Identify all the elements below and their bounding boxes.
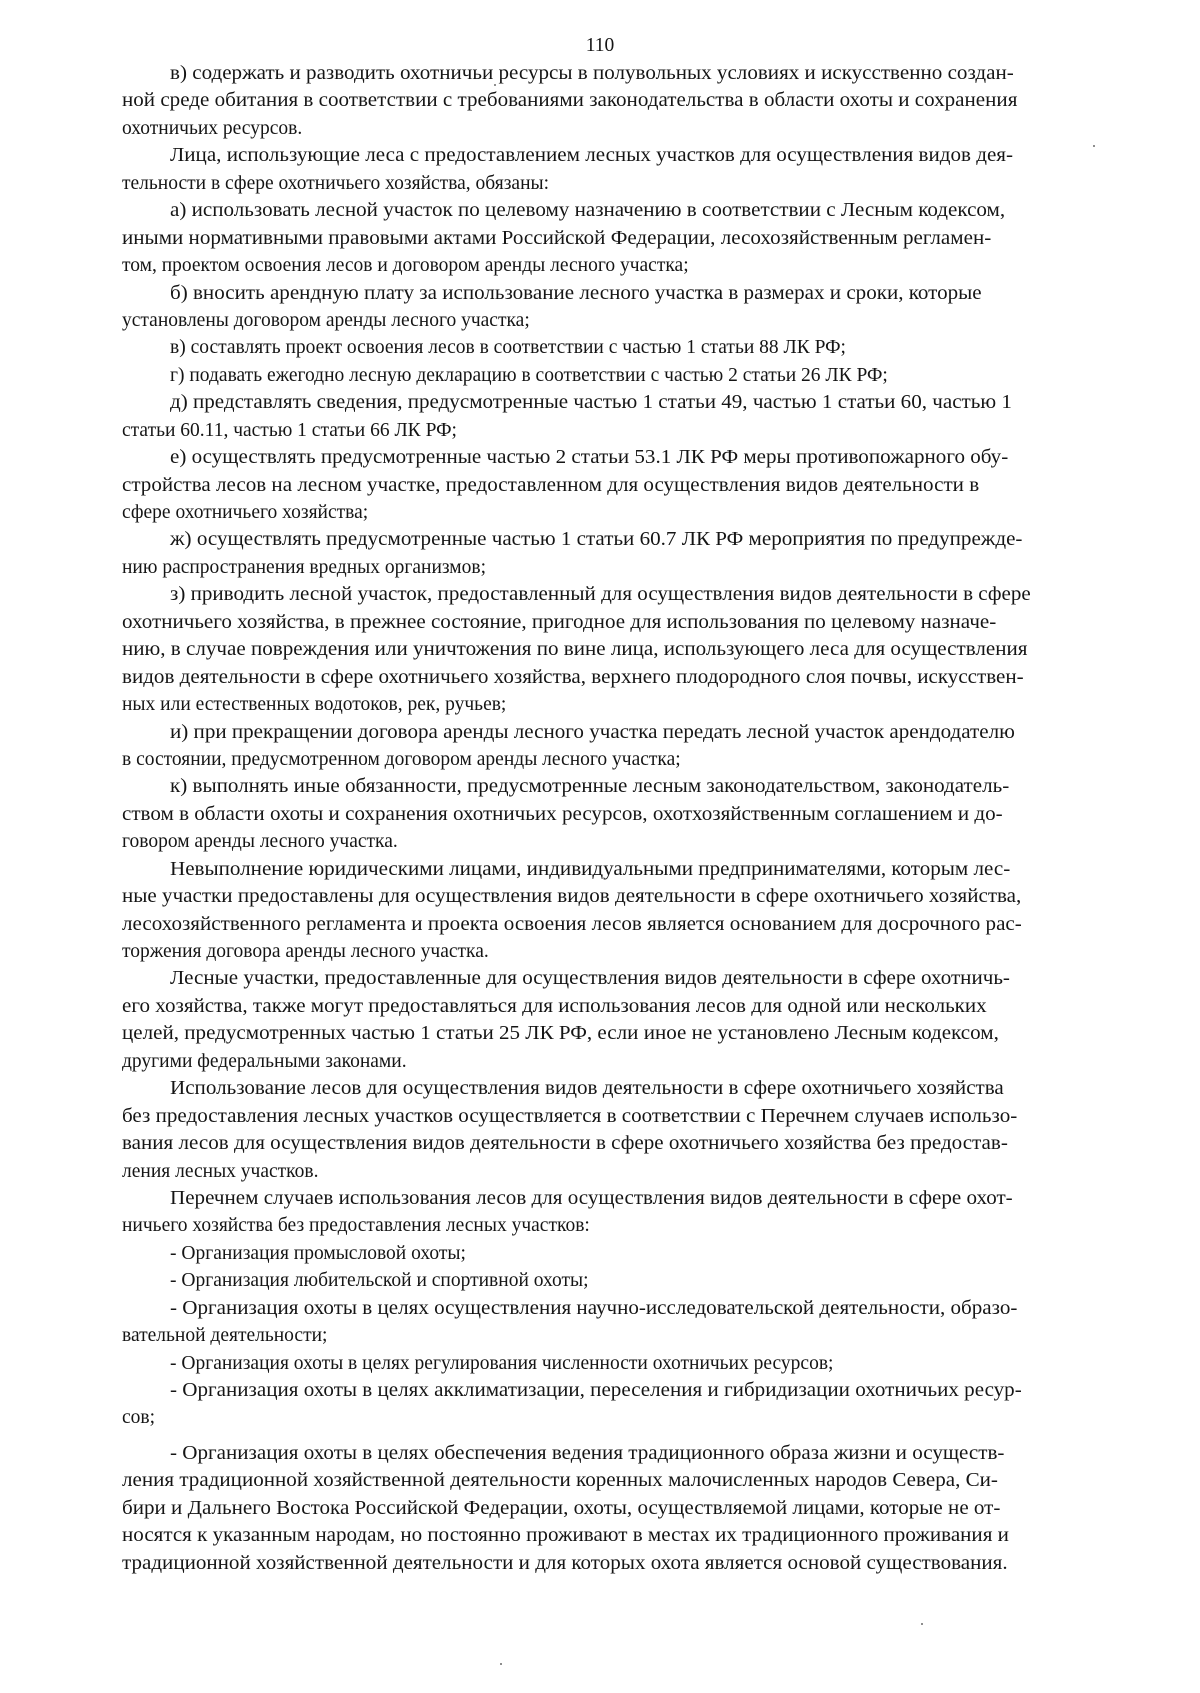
text-line [122, 87, 1072, 114]
text-line [122, 142, 1072, 169]
text-line [122, 1048, 1072, 1075]
text-line-content: тельности в сфере охотничьего хозяйства, обязаны: [122, 172, 550, 194]
text-line [122, 993, 1072, 1020]
text-line-content: без предоставления лесных участков осуществляется в соответствии с Перечнем случаев использо- [122, 1105, 1018, 1127]
text-line [122, 170, 1072, 197]
text-line [122, 554, 1072, 581]
text-line-content: его хозяйства, также могут предоставляться для использования лесов для одной или нескольких [122, 995, 987, 1017]
text-line [122, 938, 1072, 965]
text-line-content: в) содержать и разводить охотничьи ресурсы в полувольных условиях и искусственно создан- [170, 63, 1014, 84]
text-line [122, 362, 1072, 389]
text-line-content: ления традиционной хозяйственной деятельности коренных малочисленных народов Севера, Си- [122, 1470, 998, 1492]
text-line-content: говором аренды лесного участка. [122, 831, 398, 853]
text-line [122, 1404, 1072, 1431]
text-line-content: вательной деятельности; [122, 1325, 328, 1347]
text-line [122, 581, 1072, 608]
text-line [122, 719, 1072, 746]
text-line-content: а) использовать лесной участок по целевому назначению в соответствии с Лесным кодексом, [170, 200, 1006, 222]
text-line-content: ством в области охоты и сохранения охотничьих ресурсов, охотхозяйственным соглашением и до- [122, 803, 1003, 825]
text-line [122, 280, 1072, 307]
text-line-content: традиционной хозяйственной деятельности и для которых охота является основой существования. [122, 1552, 1008, 1574]
text-line-content: и) при прекращении договора аренды лесного участка передать лесной участок арендодателю [170, 721, 1015, 743]
text-line-content: другими федеральными законами. [122, 1050, 407, 1072]
scan-speck [494, 84, 496, 86]
text-line [122, 444, 1072, 471]
text-line-content: стройства лесов на лесном участке, предоставленном для осуществления видов деятельности в [122, 474, 980, 496]
text-line [122, 526, 1072, 553]
text-line [122, 609, 1072, 636]
text-line-content: вания лесов для осуществления видов деятельности в сфере охотничьего хозяйства без предостав- [122, 1133, 1008, 1155]
text-line-content: целей, предусмотренных частью 1 статьи 25 ЛК РФ, если иное не установлено Лесным кодексом, [122, 1023, 999, 1045]
text-line-content: ной среде обитания в соответствии с требованиями законодательства в области охоты и сохранения [122, 90, 1018, 112]
text-line-content: - Организация охоты в целях обеспечения ведения традиционного образа жизни и осуществ- [170, 1442, 1005, 1464]
text-line [122, 1267, 1072, 1294]
text-line-content: г) подавать ежегодно лесную декларацию в соответствии с частью 2 статьи 26 ЛК РФ; [170, 364, 888, 386]
text-line-content: установлены договором аренды лесного участка; [122, 309, 530, 331]
text-line-content: нию, в случае повреждения или уничтожения по вине лица, использующего леса для осуществления [122, 639, 1028, 661]
text-line-content: носятся к указанным народам, но постоянно проживают в местах их традиционного проживания и [122, 1525, 1009, 1547]
text-line-content: сов; [122, 1407, 156, 1429]
text-line-content: видов деятельности в сфере охотничьего хозяйства, верхнего плодородного слоя почвы, искусствен- [122, 666, 1024, 688]
text-line [122, 307, 1072, 334]
text-line-content: - Организация охоты в целях акклиматизации, переселения и гибридизации охотничьих ресур- [170, 1380, 1022, 1401]
text-line [122, 746, 1072, 773]
text-line [122, 965, 1072, 992]
text-line-content: ные участки предоставлены для осуществления видов деятельности в сфере охотничьего хозяйства, [122, 886, 1022, 908]
text-line-content: е) осуществлять предусмотренные частью 2 статьи 53.1 ЛК РФ меры противопожарного обу- [170, 447, 1009, 469]
text-line [122, 252, 1072, 279]
scan-speck [1093, 145, 1095, 147]
text-line [122, 1377, 1072, 1404]
text-line-content: иными нормативными правовыми актами Российской Федерации, лесохозяйственным регламен- [122, 227, 992, 249]
text-line-content: к) выполнять иные обязанности, предусмотренные лесным законодательством, законодатель- [170, 776, 1010, 798]
text-line [122, 1440, 1072, 1467]
text-line [122, 60, 1072, 87]
text-line [122, 1075, 1072, 1102]
text-line [122, 1158, 1072, 1185]
text-line-content: нию распространения вредных организмов; [122, 556, 487, 578]
text-line-content: - Организация любительской и спортивной охоты; [170, 1270, 589, 1292]
text-line [122, 856, 1072, 883]
document-body [122, 60, 1072, 1577]
text-line-content: в) составлять проект освоения лесов в соответствии с частью 1 статьи 88 ЛК РФ; [170, 337, 846, 359]
text-line-content: торжения договора аренды лесного участка. [122, 941, 489, 962]
text-line-content: з) приводить лесной участок, предоставленный для осуществления видов деятельности в сфере [170, 584, 1031, 606]
scan-speck [921, 1623, 923, 1625]
text-line-content: б) вносить арендную плату за использование лесного участка в размерах и сроки, которые [170, 282, 982, 304]
text-line [122, 417, 1072, 444]
page-number: 110 [585, 35, 615, 56]
text-line-content: лесохозяйственного регламента и проекта освоения лесов является основанием для досрочного рас- [122, 913, 1022, 935]
text-line [122, 691, 1072, 718]
text-line-content: ж) осуществлять предусмотренные частью 1 статьи 60.7 ЛК РФ мероприятия по предупрежде- [170, 529, 1023, 551]
text-line-content: - Организация промысловой охоты; [170, 1242, 466, 1264]
text-line [122, 1103, 1072, 1130]
text-line [122, 197, 1072, 224]
text-line [122, 1522, 1072, 1549]
text-line [122, 225, 1072, 252]
text-line [122, 1550, 1072, 1577]
text-line [122, 1495, 1072, 1522]
text-line [122, 1322, 1072, 1349]
text-line [122, 911, 1072, 938]
text-line-content: ничьего хозяйства без предоставления лесных участков: [122, 1215, 590, 1237]
text-line [122, 1295, 1072, 1322]
text-line [122, 1240, 1072, 1267]
text-line [122, 1020, 1072, 1047]
text-line-content: Перечнем случаев использования лесов для осуществления видов деятельности в сфере охот- [170, 1187, 1013, 1209]
text-line [122, 1350, 1072, 1377]
scan-speck [500, 1663, 502, 1665]
text-line [122, 801, 1072, 828]
text-line-content: ных или естественных водотоков, рек, ручьев; [122, 694, 507, 716]
text-line-content: Лица, использующие леса с предоставлением лесных участков для осуществления видов дея- [170, 145, 1013, 167]
text-line-content: том, проектом освоения лесов и договором аренды лесного участка; [122, 255, 689, 277]
text-line-content: Использование лесов для осуществления видов деятельности в сфере охотничьего хозяйства [170, 1078, 1004, 1100]
text-line-content: сфере охотничьего хозяйства; [122, 502, 369, 523]
text-line [122, 472, 1072, 499]
text-line [122, 773, 1072, 800]
text-line [122, 115, 1072, 142]
text-line [122, 1130, 1072, 1157]
text-line [122, 1185, 1072, 1212]
text-line-content: д) представлять сведения, предусмотренные частью 1 статьи 49, частью 1 статьи 60, частью 1 [170, 392, 1012, 414]
text-line [122, 664, 1072, 691]
text-line [122, 883, 1072, 910]
text-line-content: охотничьего хозяйства, в прежнее состояние, пригодное для использования по целевому назначе- [122, 611, 997, 633]
text-line [122, 334, 1072, 361]
text-line-content: Невыполнение юридическими лицами, индивидуальными предпринимателями, которым лес- [170, 858, 1011, 880]
text-line-content: бири и Дальнего Востока Российской Федерации, охоты, осуществляемой лицами, которые не от- [122, 1497, 1001, 1519]
text-line-content: статьи 60.11, частью 1 статьи 66 ЛК РФ; [122, 419, 457, 441]
text-line [122, 389, 1072, 416]
text-line-content: - Организация охоты в целях регулирования численности охотничьих ресурсов; [170, 1352, 834, 1374]
text-line-content: охотничьих ресурсов. [122, 117, 303, 139]
text-line [122, 636, 1072, 663]
text-line-content: - Организация охоты в целях осуществления научно-исследовательской деятельности, образо- [170, 1297, 1018, 1319]
text-line [122, 1467, 1072, 1494]
text-line [122, 499, 1072, 526]
text-line-content: Лесные участки, предоставленные для осуществления видов деятельности в сфере охотничь- [170, 968, 1010, 990]
text-line-content: ления лесных участков. [122, 1160, 319, 1182]
text-line [122, 1212, 1072, 1239]
text-line [122, 828, 1072, 855]
text-line-content: в состоянии, предусмотренном договором аренды лесного участка; [122, 748, 681, 770]
